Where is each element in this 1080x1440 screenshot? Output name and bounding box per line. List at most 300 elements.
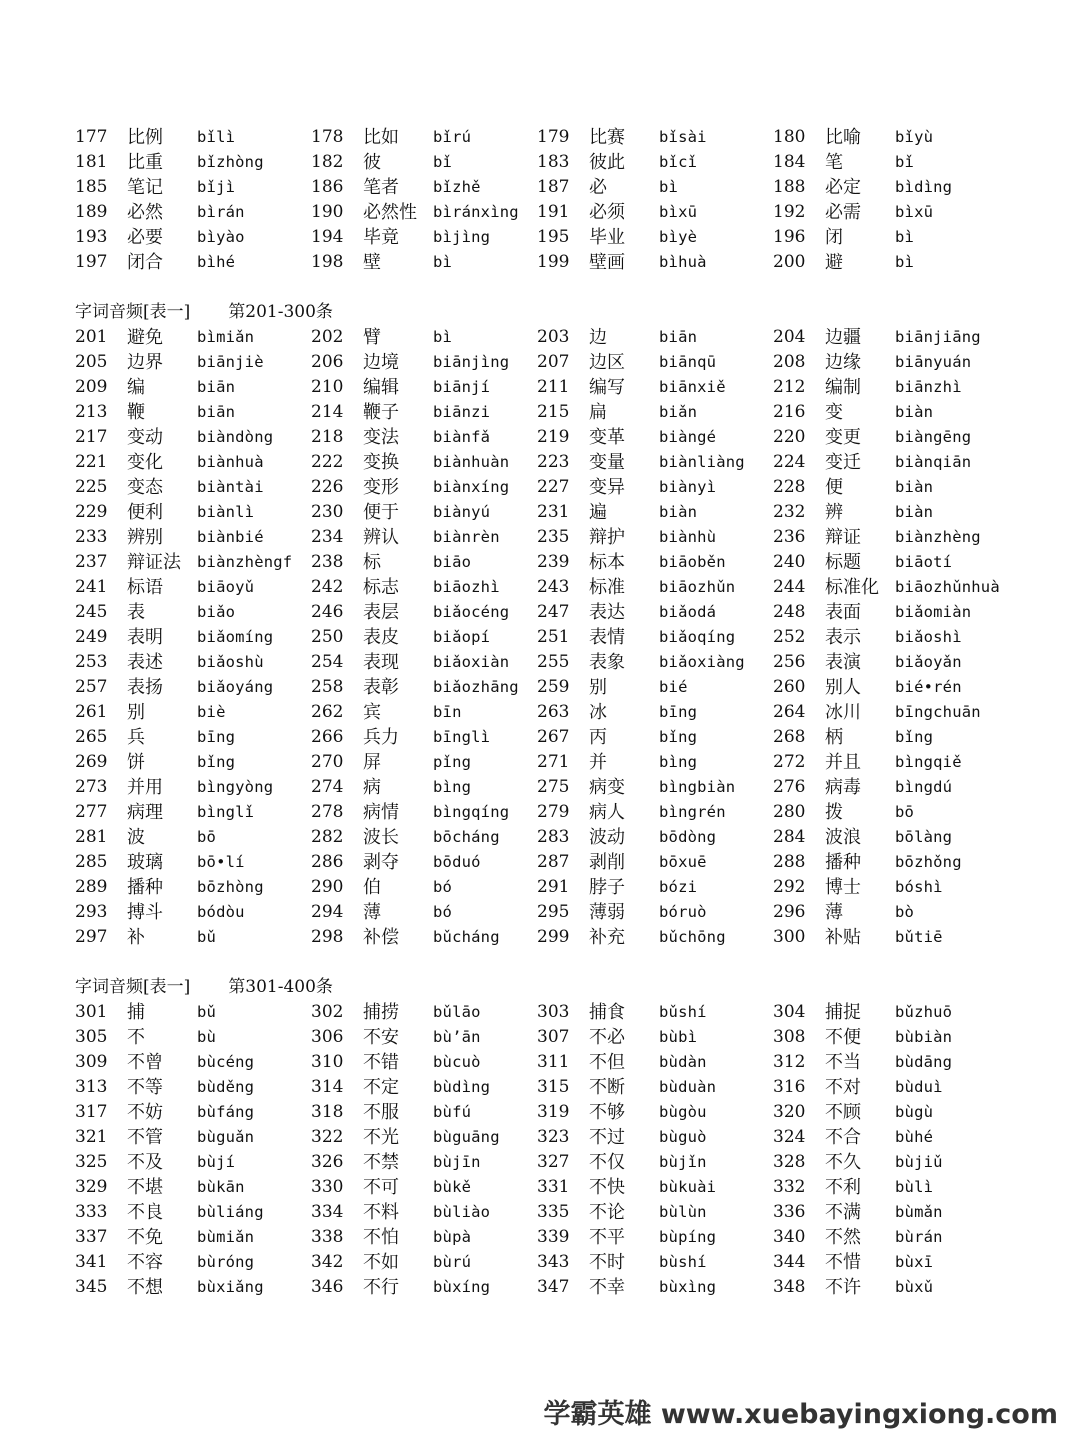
entry-number: 262 [311, 702, 344, 722]
entry-number: 209 [75, 377, 108, 397]
entry-number: 180 [773, 127, 806, 147]
section-title: 字词音频[表一] [75, 977, 191, 997]
entry-pinyin: bùpíng [659, 1228, 717, 1246]
entry-number: 338 [311, 1227, 344, 1247]
entry-pinyin: bùcéng [197, 1053, 255, 1071]
entry-word: 笔 [825, 152, 843, 173]
entry-number: 249 [75, 627, 108, 647]
entry-number: 200 [773, 252, 806, 272]
entry-word: 变 [825, 402, 843, 423]
table-row [75, 1125, 1035, 1150]
entry-word: 边界 [127, 352, 163, 373]
entry-number: 252 [773, 627, 806, 647]
entry-word: 不时 [589, 1252, 625, 1273]
entry-pinyin: bùxìng [659, 1278, 717, 1296]
entry-pinyin: biànlì [197, 503, 255, 521]
entry-word: 边境 [363, 352, 399, 373]
entry-word: 鞭子 [363, 402, 399, 423]
entry-number: 190 [311, 202, 344, 222]
entry-number: 177 [75, 127, 108, 147]
entry-word: 并且 [825, 752, 861, 773]
entry-word: 标本 [589, 552, 625, 573]
entry-number: 195 [537, 227, 570, 247]
entry-number: 187 [537, 177, 570, 197]
table-row [75, 625, 1035, 650]
entry-pinyin: bì [659, 178, 679, 196]
entry-number: 280 [773, 802, 806, 822]
entry-number: 222 [311, 452, 344, 472]
entry-pinyin: bōlàng [895, 828, 953, 846]
entry-pinyin: biàn [895, 503, 934, 521]
entry-number: 310 [311, 1052, 344, 1072]
table-row [75, 125, 1035, 150]
entry-word: 必 [589, 177, 607, 198]
table-row [75, 450, 1035, 475]
entry-number: 247 [537, 602, 570, 622]
entry-number: 232 [773, 502, 806, 522]
entry-pinyin: bōcháng [433, 828, 500, 846]
entry-number: 218 [311, 427, 344, 447]
entry-pinyin: biǎoqíng [659, 628, 736, 646]
entry-number: 316 [773, 1077, 806, 1097]
entry-pinyin: biǎoyǎn [895, 653, 962, 671]
entry-number: 212 [773, 377, 806, 397]
entry-number: 332 [773, 1177, 806, 1197]
entry-pinyin: bìngbiàn [659, 778, 736, 796]
entry-number: 311 [537, 1052, 570, 1072]
entry-pinyin: bié [659, 678, 688, 696]
entry-number: 245 [75, 602, 108, 622]
entry-pinyin: bōxuē [659, 853, 707, 871]
entry-pinyin: bùxiǎng [197, 1278, 264, 1296]
entry-pinyin: biānjiè [197, 353, 264, 371]
entry-pinyin: bìhuà [659, 253, 707, 271]
table-row [75, 650, 1035, 675]
entry-word: 博士 [825, 877, 861, 898]
entry-word: 标准 [589, 577, 625, 598]
entry-number: 208 [773, 352, 806, 372]
entry-word: 变形 [363, 477, 399, 498]
entry-number: 323 [537, 1127, 570, 1147]
entry-pinyin: biǎocéng [433, 603, 510, 621]
entry-number: 277 [75, 802, 108, 822]
entry-number: 278 [311, 802, 344, 822]
entry-number: 306 [311, 1027, 344, 1047]
entry-number: 210 [311, 377, 344, 397]
entry-word: 别人 [825, 677, 861, 698]
entry-number: 290 [311, 877, 344, 897]
entry-pinyin: bīngchuān [895, 703, 981, 721]
entry-number: 324 [773, 1127, 806, 1147]
entry-number: 201 [75, 327, 108, 347]
table-row [75, 925, 1035, 950]
entry-number: 250 [311, 627, 344, 647]
entry-word: 表彰 [363, 677, 399, 698]
entry-word: 必要 [127, 227, 163, 248]
entry-pinyin: bùrán [895, 1228, 943, 1246]
entry-pinyin: bìjìng [433, 228, 491, 246]
entry-pinyin: biāozhǔn [659, 578, 736, 596]
entry-pinyin: bóruò [659, 903, 707, 921]
entry-word: 便 [825, 477, 843, 498]
entry-pinyin: bìngdú [895, 778, 953, 796]
entry-pinyin: bǐrú [433, 128, 472, 146]
entry-pinyin: bìxū [659, 203, 698, 221]
entry-number: 281 [75, 827, 108, 847]
table-row [75, 1200, 1035, 1225]
entry-number: 344 [773, 1252, 806, 1272]
table-row [75, 575, 1035, 600]
entry-number: 205 [75, 352, 108, 372]
entry-word: 病 [363, 777, 381, 798]
entry-word: 冰川 [825, 702, 861, 723]
entry-number: 309 [75, 1052, 108, 1072]
entry-pinyin: bùxíng [433, 1278, 491, 1296]
entry-pinyin: biàn [659, 503, 698, 521]
entry-pinyin: bìdìng [895, 178, 953, 196]
table-row [75, 350, 1035, 375]
entry-number: 243 [537, 577, 570, 597]
entry-pinyin: bǐ [433, 153, 453, 171]
entry-word: 不错 [363, 1052, 399, 1073]
entry-word: 病变 [589, 777, 625, 798]
entry-number: 194 [311, 227, 344, 247]
table-row [75, 375, 1035, 400]
entry-number: 294 [311, 902, 344, 922]
entry-number: 213 [75, 402, 108, 422]
entry-pinyin: biànhuàn [433, 453, 510, 471]
entry-number: 291 [537, 877, 570, 897]
entry-word: 不可 [363, 1177, 399, 1198]
entry-number: 253 [75, 652, 108, 672]
entry-pinyin: bùkuài [659, 1178, 717, 1196]
entry-pinyin: biànhuà [197, 453, 264, 471]
entry-word: 播种 [825, 852, 861, 873]
entry-pinyin: bó [433, 903, 453, 921]
entry-word: 标志 [363, 577, 399, 598]
entry-word: 表演 [825, 652, 861, 673]
entry-number: 267 [537, 727, 570, 747]
entry-word: 脖子 [589, 877, 625, 898]
entry-number: 301 [75, 1002, 108, 1022]
entry-pinyin: bùguò [659, 1128, 707, 1146]
entry-number: 314 [311, 1077, 344, 1097]
table-row [75, 825, 1035, 850]
entry-word: 辩证法 [127, 552, 181, 573]
entry-pinyin: biānxiě [659, 378, 726, 396]
table-row [75, 775, 1035, 800]
entry-pinyin: bì [433, 328, 453, 346]
entry-number: 296 [773, 902, 806, 922]
entry-number: 214 [311, 402, 344, 422]
section-heading [75, 300, 1035, 325]
entry-pinyin: biǎoxiàng [659, 653, 745, 671]
entry-pinyin: bù’ān [433, 1028, 481, 1046]
entry-number: 227 [537, 477, 570, 497]
entry-pinyin: bùkě [433, 1178, 472, 1196]
entry-word: 变换 [363, 452, 399, 473]
entry-number: 326 [311, 1152, 344, 1172]
entry-word: 笔者 [363, 177, 399, 198]
entry-word: 补充 [589, 927, 625, 948]
entry-word: 薄 [825, 902, 843, 923]
entry-number: 228 [773, 477, 806, 497]
entry-number: 235 [537, 527, 570, 547]
entry-pinyin: biǎoxiàn [433, 653, 510, 671]
table-row [75, 700, 1035, 725]
entry-word: 扁 [589, 402, 607, 423]
entry-number: 274 [311, 777, 344, 797]
entry-word: 不当 [825, 1052, 861, 1073]
table-row [75, 525, 1035, 550]
entry-number: 284 [773, 827, 806, 847]
table-row [75, 425, 1035, 450]
entry-word: 必须 [589, 202, 625, 223]
entry-word: 捕捞 [363, 1002, 399, 1023]
entry-pinyin: biānyuán [895, 353, 972, 371]
entry-pinyin: bùgù [895, 1103, 934, 1121]
entry-pinyin: bìxū [895, 203, 934, 221]
entry-number: 254 [311, 652, 344, 672]
entry-pinyin: biànqiān [895, 453, 972, 471]
entry-number: 321 [75, 1127, 108, 1147]
entry-number: 238 [311, 552, 344, 572]
entry-pinyin: bìránxìng [433, 203, 519, 221]
entry-number: 331 [537, 1177, 570, 1197]
entry-pinyin: biānzhì [895, 378, 962, 396]
entry-pinyin: bǔ [197, 928, 217, 946]
entry-word: 播种 [127, 877, 163, 898]
entry-word: 表现 [363, 652, 399, 673]
entry-pinyin: bù [197, 1028, 217, 1046]
entry-pinyin: biǎoshì [895, 628, 962, 646]
entry-word: 毕业 [589, 227, 625, 248]
entry-pinyin: biànzhèng [895, 528, 981, 546]
entry-word: 波动 [589, 827, 625, 848]
entry-word: 必然 [127, 202, 163, 223]
entry-number: 223 [537, 452, 570, 472]
entry-pinyin: bìrán [197, 203, 245, 221]
entry-number: 179 [537, 127, 570, 147]
entry-number: 268 [773, 727, 806, 747]
entry-pinyin: bǔshí [659, 1003, 707, 1021]
entry-pinyin: bùguāng [433, 1128, 500, 1146]
entry-number: 339 [537, 1227, 570, 1247]
entry-word: 编辑 [363, 377, 399, 398]
entry-pinyin: bùliào [433, 1203, 491, 1221]
entry-word: 不及 [127, 1152, 163, 1173]
entry-number: 287 [537, 852, 570, 872]
entry-pinyin: bō [895, 803, 915, 821]
entry-word: 剥削 [589, 852, 625, 873]
entry-word: 臂 [363, 327, 381, 348]
entry-number: 244 [773, 577, 806, 597]
table-row [75, 850, 1035, 875]
entry-number: 292 [773, 877, 806, 897]
entry-number: 295 [537, 902, 570, 922]
entry-word: 别 [589, 677, 607, 698]
entry-pinyin: bózi [659, 878, 698, 896]
entry-word: 不断 [589, 1077, 625, 1098]
entry-pinyin: bìmiǎn [197, 328, 255, 346]
entry-word: 病理 [127, 802, 163, 823]
entry-word: 柄 [825, 727, 843, 748]
entry-word: 编制 [825, 377, 861, 398]
entry-pinyin: biāozhǔnhuà [895, 578, 1000, 596]
entry-word: 边区 [589, 352, 625, 373]
entry-number: 307 [537, 1027, 570, 1047]
entry-number: 273 [75, 777, 108, 797]
entry-pinyin: biǎoshù [197, 653, 264, 671]
entry-pinyin: biàndòng [197, 428, 274, 446]
entry-number: 334 [311, 1202, 344, 1222]
entry-pinyin: bǐzhòng [197, 153, 264, 171]
entry-word: 补 [127, 927, 145, 948]
entry-word: 玻璃 [127, 852, 163, 873]
entry-number: 203 [537, 327, 570, 347]
entry-pinyin: biànbié [197, 528, 264, 546]
entry-pinyin: bǔcháng [433, 928, 500, 946]
entry-pinyin: bìyào [197, 228, 245, 246]
entry-pinyin: biǎn [659, 403, 698, 421]
entry-word: 便于 [363, 502, 399, 523]
entry-pinyin: bōdòng [659, 828, 717, 846]
entry-number: 192 [773, 202, 806, 222]
entry-pinyin: biāozhì [433, 578, 500, 596]
entry-word: 变化 [127, 452, 163, 473]
entry-pinyin: bùkān [197, 1178, 245, 1196]
entry-word: 必需 [825, 202, 861, 223]
entry-pinyin: bò [895, 903, 915, 921]
entry-pinyin: bùrú [433, 1253, 472, 1271]
entry-word: 不合 [825, 1127, 861, 1148]
entry-number: 241 [75, 577, 108, 597]
entry-pinyin: bō [197, 828, 217, 846]
entry-number: 282 [311, 827, 344, 847]
entry-pinyin: bōduó [433, 853, 481, 871]
entry-number: 303 [537, 1002, 570, 1022]
entry-pinyin: biànfǎ [433, 428, 491, 446]
entry-word: 标 [363, 552, 381, 573]
entry-word: 表扬 [127, 677, 163, 698]
entry-pinyin: bùliáng [197, 1203, 264, 1221]
entry-word: 比如 [363, 127, 399, 148]
entry-number: 204 [773, 327, 806, 347]
entry-pinyin: biānzi [433, 403, 491, 421]
entry-word: 并用 [127, 777, 163, 798]
entry-word: 避 [825, 252, 843, 273]
entry-pinyin: biǎodá [659, 603, 717, 621]
entry-word: 比重 [127, 152, 163, 173]
table-row [75, 150, 1035, 175]
entry-pinyin: bìng [433, 778, 472, 796]
entry-number: 336 [773, 1202, 806, 1222]
entry-pinyin: biān [197, 403, 236, 421]
table-row [75, 400, 1035, 425]
entry-pinyin: bùshí [659, 1253, 707, 1271]
entry-word: 不光 [363, 1127, 399, 1148]
entry-number: 330 [311, 1177, 344, 1197]
entry-word: 不仅 [589, 1152, 625, 1173]
entry-number: 191 [537, 202, 570, 222]
entry-number: 275 [537, 777, 570, 797]
entry-pinyin: bùmǎn [895, 1203, 943, 1221]
entry-pinyin: bùjīn [433, 1153, 481, 1171]
entry-word: 不怕 [363, 1227, 399, 1248]
entry-number: 181 [75, 152, 108, 172]
entry-word: 不利 [825, 1177, 861, 1198]
entry-number: 299 [537, 927, 570, 947]
entry-word: 不满 [825, 1202, 861, 1223]
entry-pinyin: biǎomíng [197, 628, 274, 646]
entry-pinyin: biǎomiàn [895, 603, 972, 621]
entry-pinyin: biànhù [659, 528, 717, 546]
entry-pinyin: bǐjì [197, 178, 236, 196]
entry-word: 不然 [825, 1227, 861, 1248]
entry-pinyin: bùhé [895, 1128, 934, 1146]
entry-word: 表层 [363, 602, 399, 623]
table-row [75, 1225, 1035, 1250]
entry-word: 不妨 [127, 1102, 163, 1123]
entry-number: 322 [311, 1127, 344, 1147]
entry-word: 便利 [127, 502, 163, 523]
entry-pinyin: bǐlì [197, 128, 236, 146]
entry-pinyin: bùduì [895, 1078, 943, 1096]
entry-word: 变革 [589, 427, 625, 448]
entry-pinyin: biànyú [433, 503, 491, 521]
entry-pinyin: biàn [895, 403, 934, 421]
entry-pinyin: bùjí [197, 1153, 236, 1171]
entry-number: 178 [311, 127, 344, 147]
entry-word: 不对 [825, 1077, 861, 1098]
table-row [75, 550, 1035, 575]
entry-number: 285 [75, 852, 108, 872]
entry-word: 薄弱 [589, 902, 625, 923]
table-row [75, 175, 1035, 200]
table-row [75, 1025, 1035, 1050]
entry-pinyin: bùfú [433, 1103, 472, 1121]
entry-number: 207 [537, 352, 570, 372]
entry-word: 鞭 [127, 402, 145, 423]
entry-pinyin: bǐyù [895, 128, 934, 146]
entry-word: 不想 [127, 1277, 163, 1298]
entry-number: 302 [311, 1002, 344, 1022]
entry-word: 不堪 [127, 1177, 163, 1198]
entry-pinyin: biǎoyáng [197, 678, 274, 696]
entry-word: 不良 [127, 1202, 163, 1223]
entry-number: 257 [75, 677, 108, 697]
entry-number: 255 [537, 652, 570, 672]
entry-word: 补贴 [825, 927, 861, 948]
entry-pinyin: bìnglǐ [197, 803, 255, 821]
entry-word: 辩护 [589, 527, 625, 548]
entry-pinyin: bùbiàn [895, 1028, 953, 1046]
entry-pinyin: bǐng [659, 728, 698, 746]
entry-pinyin: bìngrén [659, 803, 726, 821]
entry-pinyin: bùduàn [659, 1078, 717, 1096]
entry-word: 壁 [363, 252, 381, 273]
entry-word: 兵 [127, 727, 145, 748]
entry-number: 225 [75, 477, 108, 497]
entry-number: 342 [311, 1252, 344, 1272]
entry-word: 别 [127, 702, 145, 723]
entry-word: 不久 [825, 1152, 861, 1173]
entry-word: 彼此 [589, 152, 625, 173]
entry-number: 329 [75, 1177, 108, 1197]
entry-number: 198 [311, 252, 344, 272]
entry-number: 196 [773, 227, 806, 247]
entry-number: 185 [75, 177, 108, 197]
